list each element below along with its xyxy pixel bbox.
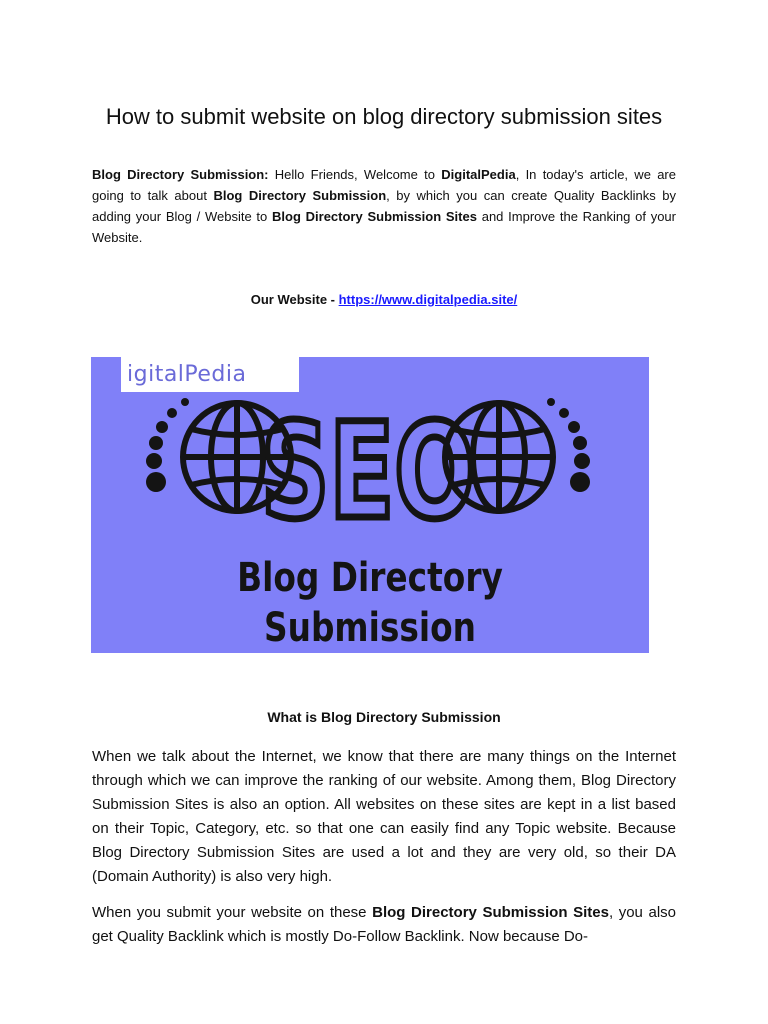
seo-banner-image [91, 357, 649, 653]
website-line [92, 292, 676, 307]
seo-letters: SEO [260, 395, 476, 550]
logo-badge [121, 357, 299, 392]
intro-topic: Blog Directory Submission [213, 188, 387, 203]
intro-text-1: Hello Friends, Welcome to [268, 167, 442, 182]
intro-text-4: and Improve the Ranking of your Website. [92, 209, 676, 245]
website-link[interactable]: https://www.digitalpedia.site/ [338, 292, 518, 307]
section-heading: What is Blog Directory Submission [267, 708, 501, 725]
p2-text-a: When you submit your website on these [92, 904, 373, 921]
page-title: How to submit website on blog directory submission sites [105, 103, 663, 129]
intro-brand: DigitalPedia [441, 167, 516, 182]
intro-paragraph [92, 164, 676, 248]
intro-text-3: , by which you can create Quality Backlinks by adding your Blog / Website to [92, 188, 677, 224]
p2-text-b: , you also get Quality Backlink which is mostly Do-Follow Backlink. Now because Do- [92, 904, 676, 945]
intro-text-2: , In today's article, we are going to talk about [92, 167, 676, 203]
intro-sites: Blog Directory Submission Sites [272, 209, 477, 224]
intro-lead: Blog Directory Submission: [92, 167, 269, 182]
banner-caption: Blog Directory Submission [237, 555, 503, 651]
section-paragraph-2 [92, 901, 676, 949]
logo-text: igitalPedia [127, 362, 247, 387]
p2-bold: Blog Directory Submission Sites [372, 904, 609, 921]
section-paragraph-1: When we talk about the Internet, we know that there are many things on the Internet through which we can improve the ranking of our website. Among them, Blog Directory Submission Sites is also an option. All websites on these sites are kept in a list based on their Topic, Category, etc. so that one can easily find any Topic website. Because Blog Directory Submission Sites are used a lot and they are very old, so their DA (Domain Authority) is also very high. [92, 748, 676, 885]
website-label: Our Website - [250, 292, 339, 307]
